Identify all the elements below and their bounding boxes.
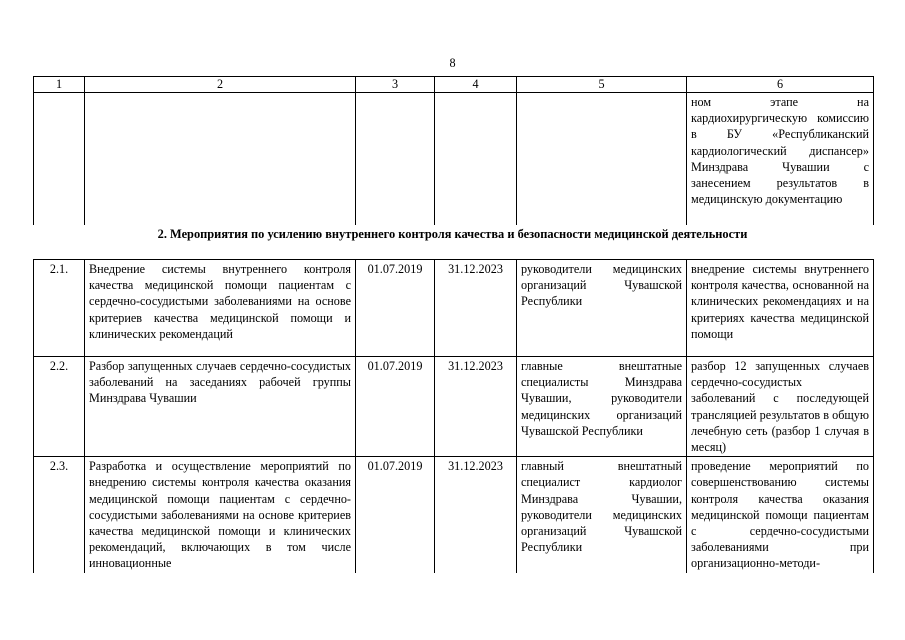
column-header: 1	[34, 77, 85, 93]
row-number: 2.2.	[34, 357, 85, 457]
column-header: 4	[435, 77, 517, 93]
start-date: 01.07.2019	[356, 357, 435, 457]
column-header: 2	[85, 77, 356, 93]
measures-table	[33, 259, 874, 573]
table-cell	[517, 93, 687, 226]
table-row	[34, 357, 874, 457]
responsible-text: руководители медицинских организаций Чувашской Республики	[517, 260, 687, 357]
column-header: 3	[356, 77, 435, 93]
start-date: 01.07.2019	[356, 457, 435, 573]
table-row	[34, 457, 874, 573]
responsible-text: главный внештатный специалист кардиолог Минздрава Чувашии, руководители медицинских организаций Чувашской Республики	[517, 457, 687, 573]
end-date: 31.12.2023	[435, 457, 517, 573]
measure-text: Разработка и осуществление мероприятий по внедрению системы контроля качества оказания медицинской помощи пациентам с сердечно-сосудистыми заболеваниями на основе критериев качества медицинской помощи и клинических рекомендаций, включающих в том числе инновационные	[85, 457, 356, 573]
responsible-text: главные внештатные специалисты Минздрава Чувашии, руководители медицинских организаций Чувашской Республики	[517, 357, 687, 457]
table-cell	[34, 93, 85, 226]
table-row	[34, 93, 874, 226]
column-header: 6	[687, 77, 874, 93]
table-header-row	[34, 77, 874, 93]
result-text: проведение мероприятий по совершенствованию системы контроля качества оказания медицинской помощи пациентам с сердечно-сосудистыми заболеваниями при организационно-методи-	[687, 457, 874, 573]
row-number: 2.3.	[34, 457, 85, 573]
table-cell	[356, 93, 435, 226]
result-text: разбор 12 запущенных случаев сердечно-сосудистых заболеваний с последующей трансляцией результатов в общую лечебную сеть (разбор 1 случая в месяц)	[687, 357, 874, 457]
measure-text: Внедрение системы внутреннего контроля качества медицинской помощи пациентам с сердечно-сосудистыми заболеваниями на основе критериев качества медицинской помощи и клинических рекомендаций	[85, 260, 356, 357]
table-cell	[85, 93, 356, 226]
measure-text: Разбор запущенных случаев сердечно-сосудистых заболеваний на заседаниях рабочей группы Минздрава Чувашии	[85, 357, 356, 457]
end-date: 31.12.2023	[435, 260, 517, 357]
table-cell	[435, 93, 517, 226]
continuation-result-cell: ном этапе на кардиохирургическую комиссию в БУ «Республиканский кардиологический диспансер» Минздрава Чувашии с занесением результатов в медицинскую документацию	[687, 93, 874, 226]
column-header: 5	[517, 77, 687, 93]
end-date: 31.12.2023	[435, 357, 517, 457]
result-text: внедрение системы внутреннего контроля качества, основанной на клинических рекомендациях и на критериях качества медицинской помощи	[687, 260, 874, 357]
row-number: 2.1.	[34, 260, 85, 357]
page-number: 8	[449, 56, 456, 70]
table-continuation	[33, 76, 874, 225]
table-row	[34, 260, 874, 357]
start-date: 01.07.2019	[356, 260, 435, 357]
section-title: 2. Мероприятия по усилению внутреннего контроля качества и безопасности медицинской деятельности	[157, 227, 748, 241]
